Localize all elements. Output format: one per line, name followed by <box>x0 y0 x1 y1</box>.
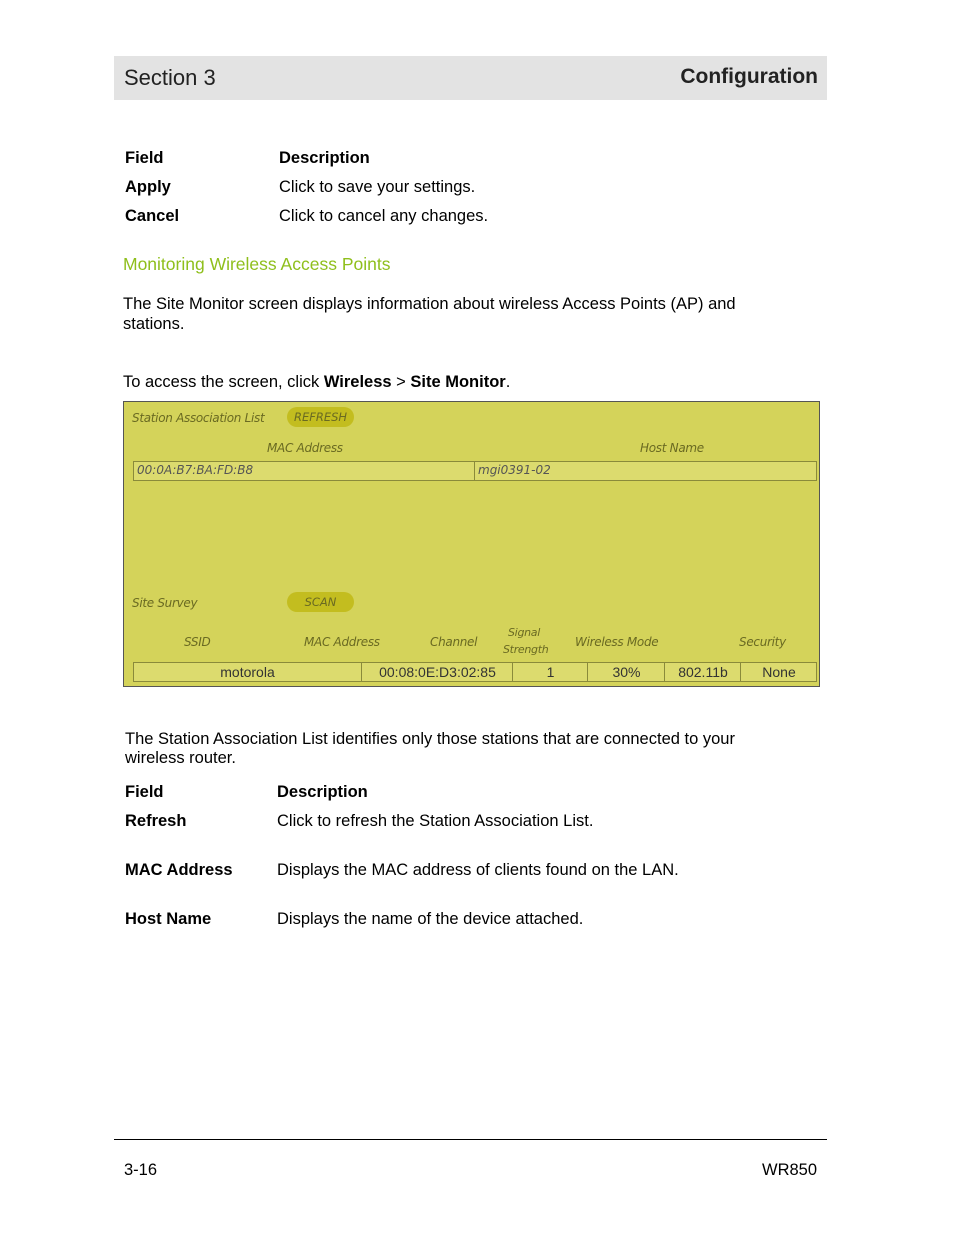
station-list-label: Station Association List <box>132 411 265 425</box>
table1-head-field: Field <box>125 149 164 167</box>
survey-security-value: None <box>762 664 796 680</box>
table1-field-cancel: Cancel <box>125 207 180 225</box>
survey-col-security: Security <box>739 635 786 649</box>
table1-desc-cancel: Click to cancel any changes. <box>279 207 489 225</box>
survey-cell-mac <box>361 663 513 681</box>
refresh-button[interactable]: REFRESH <box>287 407 354 427</box>
page-title: Configuration <box>680 65 818 88</box>
survey-col-mode: Wireless Mode <box>575 635 659 649</box>
table1-field-apply: Apply <box>125 178 171 196</box>
survey-cell-channel <box>512 663 588 681</box>
section-label: Section 3 <box>124 65 216 90</box>
station-col-host: Host Name <box>640 441 704 455</box>
access-instruction <box>123 372 510 392</box>
survey-cell-signal <box>587 663 665 681</box>
station-host-value: mgi0391-02 <box>478 463 551 477</box>
table2-desc-host: Displays the name of the device attached. <box>277 910 584 928</box>
footer-rule <box>114 1139 827 1140</box>
survey-col-ssid: SSID <box>184 635 211 649</box>
intro-paragraph-line1: The Site Monitor screen displays information about wireless Access Points (AP) and <box>123 295 736 313</box>
survey-col-channel: Channel <box>430 635 478 649</box>
page-number: 3-16 <box>124 1161 158 1179</box>
table2-head-field: Field <box>125 783 164 801</box>
site-monitor-screen <box>123 401 820 687</box>
station-paragraph-line2: wireless router. <box>125 749 236 767</box>
table2-desc-mac: Displays the MAC address of clients found on the LAN. <box>277 861 679 879</box>
table1-desc-apply: Click to save your settings. <box>279 178 476 196</box>
survey-mac-value: 00:08:0E:D3:02:85 <box>379 664 496 680</box>
station-col-mac: MAC Address <box>267 441 343 455</box>
product-name: WR850 <box>762 1161 818 1179</box>
survey-row[interactable] <box>133 662 817 682</box>
survey-cell-mode <box>664 663 741 681</box>
table2-field-host: Host Name <box>125 910 212 928</box>
table2-field-mac: MAC Address <box>125 861 233 879</box>
menu-wireless: Wireless <box>323 373 392 391</box>
survey-signal-value: 30% <box>612 664 641 680</box>
station-row[interactable] <box>133 461 817 481</box>
site-survey-label: Site Survey <box>132 596 198 610</box>
table2-head-description: Description <box>277 783 368 801</box>
table1-head-description: Description <box>279 149 370 167</box>
scan-button[interactable]: SCAN <box>287 592 354 612</box>
page-header <box>114 56 827 100</box>
survey-cell-security <box>740 663 817 681</box>
table2-desc-refresh: Click to refresh the Station Association List. <box>277 812 594 830</box>
station-paragraph-line1: The Station Association List identifies only those stations that are connected to your <box>125 730 735 748</box>
section-subheading: Monitoring Wireless Access Points <box>123 254 391 274</box>
access-suffix: . <box>505 373 511 391</box>
access-sep: > <box>391 373 411 391</box>
survey-mode-value: 802.11b <box>678 664 728 680</box>
survey-cell-ssid <box>134 663 361 681</box>
survey-ssid-value: motorola <box>220 664 275 680</box>
survey-channel-value: 1 <box>546 664 555 680</box>
survey-col-signal-line1: Signal <box>508 626 540 639</box>
access-prefix: To access the screen, click <box>123 373 324 391</box>
table2-field-refresh: Refresh <box>125 812 187 830</box>
intro-paragraph-line2: stations. <box>123 315 185 333</box>
station-cell-host <box>474 462 817 480</box>
station-cell-mac <box>134 462 474 480</box>
survey-col-signal-line2: Strength <box>503 643 549 656</box>
survey-col-mac: MAC Address <box>304 635 380 649</box>
station-mac-value: 00:0A:B7:BA:FD:B8 <box>137 463 254 477</box>
menu-site-monitor: Site Monitor <box>410 373 506 391</box>
